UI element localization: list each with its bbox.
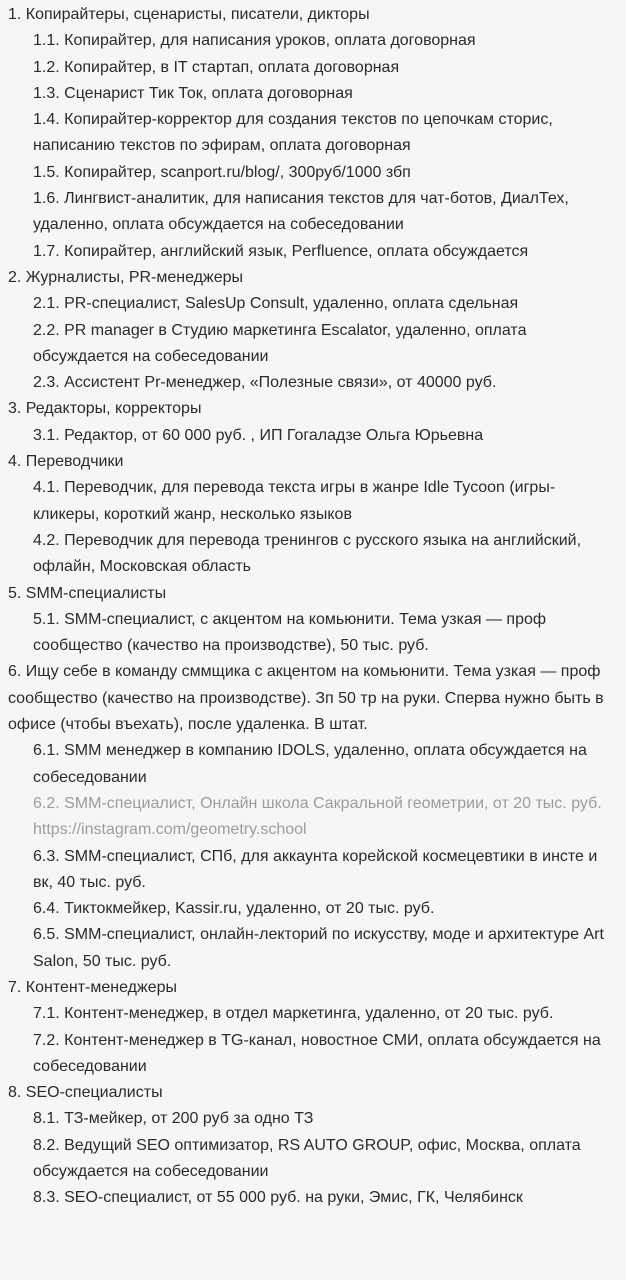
list-item-muted: 6.2. SMM-специалист, Онлайн школа Сакральной геометрии, от 20 тыс. руб. https://instagram.com/geometry.school [33, 794, 602, 839]
section-title: 3. Редакторы, корректоры [8, 400, 202, 418]
section-title: 5. SMM-специалисты [8, 584, 167, 602]
section-title: 4. Переводчики [8, 453, 124, 471]
list-item: 4.2. Переводчик для перевода тренингов с русского языка на английский, офлайн, Московская область [33, 531, 582, 576]
section-editors [8, 396, 620, 449]
list-item: 2.1. PR-специалист, SalesUp Consult, удаленно, оплата сдельная [33, 295, 519, 313]
list-item: 8.2. Ведущий SEO оптимизатор, RS AUTO GROUP, офис, Москва, оплата обсуждается на собеседовании [33, 1136, 581, 1181]
list-item: 8.1. ТЗ-мейкер, от 200 руб за одно ТЗ [33, 1110, 314, 1128]
section-smm-team [8, 659, 620, 975]
list-item: 2.2. PR manager в Студию маркетинга Escalator, удаленно, оплата обсуждается на собеседовании [33, 321, 527, 365]
list-item: 1.3. Сценарист Тик Ток, оплата договорная [33, 84, 353, 102]
list-item: 1.7. Копирайтер, английский язык, Perfluence, оплата обсуждается [33, 242, 529, 260]
list-item: 1.2. Копирайтер, в IT стартап, оплата договорная [33, 58, 400, 76]
list-item: 8.3. SEO-специалист, от 55 000 руб. на руки, Эмис, ГК, Челябинск [33, 1189, 523, 1207]
section-copywriters [8, 2, 620, 265]
section-title: 7. Контент-менеджеры [8, 978, 177, 996]
list-item: 6.1. SMM менеджер в компанию IDOLS, удаленно, оплата обсуждается на собеседовании [33, 742, 587, 786]
section-seo [8, 1080, 620, 1211]
section-title: 2. Журналисты, PR-менеджеры [8, 268, 243, 286]
list-item: 3.1. Редактор, от 60 000 руб. , ИП Гогаладзе Ольга Юрьевна [33, 426, 484, 444]
list-item: 6.5. SMM-специалист, онлайн-лекторий по искусству, моде и архитектуре Art Salon, 50 тыс. руб. [33, 926, 604, 970]
list-item: 5.1. SMM-специалист, с акцентом на комьюнити. Тема узкая — проф сообщество (качество на производстве), 50 тыс. руб. [33, 610, 547, 655]
list-item: 4.1. Переводчик, для перевода текста игры в жанре Idle Tycoon (игры-кликеры, короткий жанр, несколько языков [33, 479, 556, 523]
list-item: 1.4. Копирайтер-корректор для создания текстов по цепочкам сторис, написанию текстов по эфирам, оплата договорная [33, 111, 553, 155]
section-title: 6. Ищу себе в команду сммщика с акцентом на комьюнити. Тема узкая — проф сообщество (качество на производстве). Зп 50 тр на руки. Сперва нужно быть в офисе (чтобы въехать), после удаленка. В штат. [8, 663, 604, 734]
list-item: 1.1. Копирайтер, для написания уроков, оплата договорная [33, 32, 476, 50]
list-item: 7.1. Контент-менеджер, в отдел маркетинга, удаленно, от 20 тыс. руб. [33, 1005, 554, 1023]
section-smm [8, 581, 620, 660]
section-title: 1. Копирайтеры, сценаристы, писатели, дикторы [8, 6, 370, 23]
list-item: 6.3. SMM-специалист, СПб, для аккаунта корейской космецевтики в инсте и вк, 40 тыс. руб. [33, 847, 598, 891]
section-title: 8. SEO-специалисты [8, 1084, 163, 1102]
list-item: 1.6. Лингвист-аналитик, для написания текстов для чат-ботов, ДиалТех, удаленно, оплата обсуждается на собеседовании [33, 190, 569, 234]
list-item: 1.5. Копирайтер, scanport.ru/blog/, 300руб/1000 збп [33, 163, 411, 181]
section-content-managers [8, 975, 620, 1080]
section-translators [8, 449, 620, 580]
section-journalists [8, 265, 620, 396]
list-item: 2.3. Ассистент Pr-менеджер, «Полезные связи», от 40000 руб. [33, 374, 497, 392]
list-item: 6.4. Тиктокмейкер, Kassir.ru, удаленно, от 20 тыс. руб. [33, 900, 435, 918]
list-item: 7.2. Контент-менеджер в TG-канал, новостное СМИ, оплата обсуждается на собеседовании [33, 1031, 601, 1075]
